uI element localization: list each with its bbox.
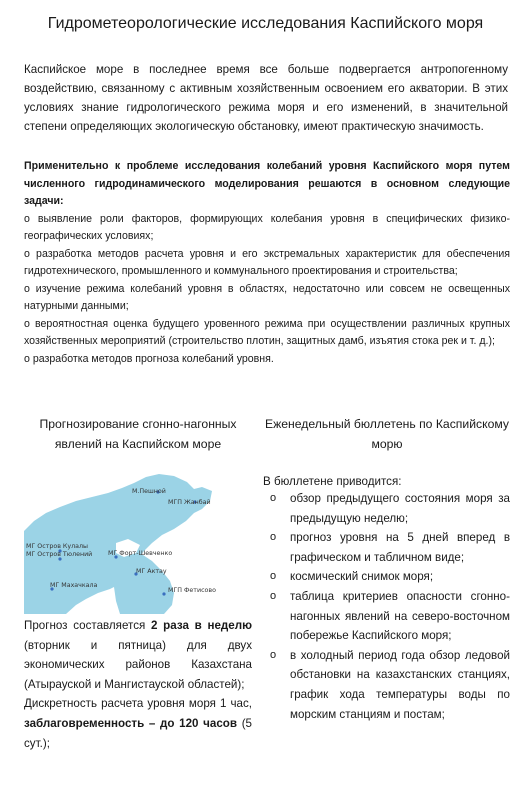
bulletin-section-title: Еженедельный бюллетень по Каспийскому морю	[265, 417, 509, 451]
surge-section-title: Прогнозирование сгонно-нагонных явлений на Каспийском море	[39, 417, 237, 451]
task-item: о разработка методов прогноза колебаний уровня.	[24, 352, 274, 365]
forecast-lead-time: заблаговременность – до 120 часов	[24, 716, 238, 730]
bulletin-intro: В бюллетене приводится:	[263, 475, 402, 488]
label-makhachkala: МГ Махачкала	[50, 582, 98, 589]
problem-lead: Применительно к проблеме исследования колебаний уровня Каспийского моря путем численного гидродинамического моделирования решаются в основном следующие задачи:	[24, 160, 510, 207]
list-item: o обзор предыдущего состояния моря за предыдущую неделю;	[266, 489, 510, 528]
caspian-map	[24, 469, 254, 614]
bullet-circle-icon: o	[270, 648, 277, 661]
bullet-circle-icon: o	[270, 531, 277, 544]
list-item: o в холодный период года обзор ледовой обстановки на казахстанских станциях, график хода температуры воды по морским станциям и постам;	[266, 646, 510, 724]
label-peshnoy: М.Пешной	[132, 488, 166, 495]
bulletin-section	[262, 414, 512, 454]
bullet-circle-icon: o	[270, 570, 277, 583]
list-item: o прогноз уровня на 5 дней вперед в графическом и табличном виде;	[266, 528, 510, 567]
bullet-circle-icon: o	[270, 492, 277, 504]
label-aktau: МГ Актау	[136, 568, 167, 575]
label-fetisovo: МГП Фетисово	[168, 587, 216, 594]
forecast-schedule: Прогноз составляется 2 раза в неделю (вторник и пятница) для двух экономических районов Казахстана (Атырауской и Мангистауской областей);	[24, 619, 252, 691]
forecast-text	[24, 616, 252, 753]
tasks-list	[24, 158, 510, 368]
task-item: о разработка методов расчета уровня и его экстремальных характеристик для обеспечения гидротехнического, промышленного и коммунального проектирования и строительства;	[24, 247, 510, 277]
label-fort-shevchenko: МГ Форт-Шевченко	[108, 550, 173, 557]
label-kulaly: МГ Остров Кулалы	[26, 543, 89, 550]
page-title: Гидрометеорологические исследования Каспийского моря	[47, 15, 484, 32]
intro-paragraph: Каспийское море в последнее время все больше подвергается антропогенному воздействию, связанному с активным хозяйственным освоением его акватории. В этих условиях знание гидрологического режима моря и его изменений, в значительной степени определяющих экологическую обстановку, имеют практическую значимость.	[24, 63, 508, 133]
bullet-circle-icon: o	[270, 589, 277, 602]
task-item: о изучение режима колебаний уровня в областях, недостаточно или совсем не освещенных натурными данными;	[24, 282, 510, 312]
list-item: o таблица критериев опасности сгонно-нагонных явлений на северо-восточном побережье Каспийского моря;	[266, 587, 510, 646]
task-item: о вероятностная оценка будущего уровенного режима при осуществлении различных крупных хозяйственных мероприятий (строительство плотин, защитных дамб, изъятия стока рек и т. д.);	[24, 317, 510, 347]
label-tyuleniy: МГ Остров Тюлений	[26, 551, 93, 558]
label-zhanbay: МГП Жанбай	[168, 499, 211, 506]
forecast-frequency: 2 раза в неделю	[151, 619, 252, 632]
forecast-discreteness: Дискретность расчета уровня моря 1 час, заблаговременность – до 120 часов (5 сут.);	[24, 697, 253, 750]
surge-forecast-section	[24, 414, 252, 454]
task-item: о выявление роли факторов, формирующих колебания уровня в специфических физико-географических условиях;	[24, 212, 510, 242]
bulletin-list	[266, 489, 510, 724]
list-item: o космический снимок моря;	[266, 567, 510, 587]
